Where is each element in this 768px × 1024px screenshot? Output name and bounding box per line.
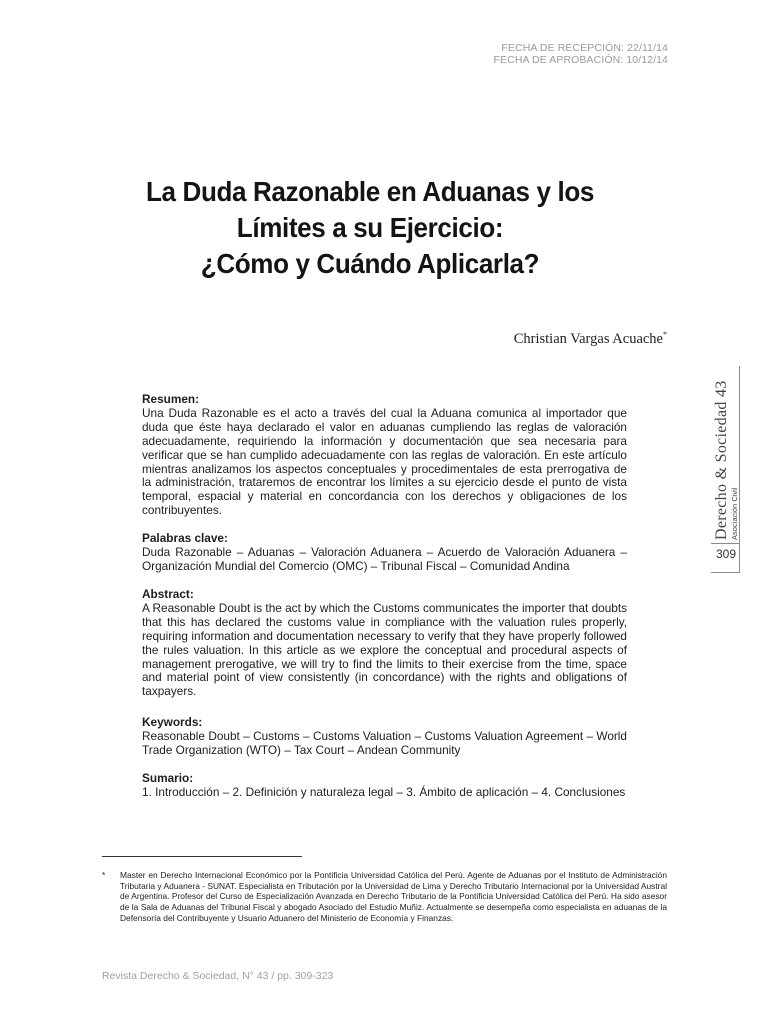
sumario-text: 1. Introducción – 2. Definición y naturaleza legal – 3. Ámbito de aplicación – 4. Conclusiones [142, 784, 626, 799]
title-line: ¿Cómo y Cuándo Aplicarla? [200, 248, 540, 279]
keywords-text: Reasonable Doubt – Customs – Customs Valuation – Customs Valuation Agreement – World Trade Organization (WTO) – Tax Court – Andean Community [142, 728, 627, 757]
keywords-heading: Keywords: [142, 715, 203, 729]
resumen-heading: Resumen: [142, 392, 200, 406]
palabras-clave-heading: Palabras clave: [142, 531, 228, 545]
page-number: 309 [715, 547, 737, 561]
author-footnote: Master en Derecho Internacional Económico por la Pontificia Universidad Católica del Perú. Agente de Aduanas por el Instituto de Administración Tributaria y Aduanera - SUNAT. Especialista en Tributación por la Universidad de Lima y Derecho Tributario Internacional por la Universidad Austral de Argentina. Profesor del Curso de Especialización Avanzada en Derecho Tributario de la Pontificia Universidad Católica del Perú. Ha sido asesor de la Sala de Aduanas del Tribunal Fiscal y abogado Asociado del Estudio Muñiz. Actualmente se desempeña como especialista en aduanas de la Defensoría del Contribuyente y Usuario Aduanero del Ministerio de Economía y Finanzas. [120, 870, 667, 923]
abstract-heading: Abstract: [142, 587, 194, 601]
journal-subtitle-vertical: Asociación Civil [730, 487, 739, 540]
author-text: Christian Vargas Acuache [513, 330, 663, 347]
sumario-section [142, 772, 627, 800]
sumario-heading: Sumario: [142, 771, 194, 785]
side-divider [711, 543, 739, 544]
journal-name-vertical: Derecho & Sociedad 43 [713, 380, 730, 540]
footnote-divider [102, 856, 302, 857]
footnote-mark: * [102, 870, 106, 880]
author-footnote-mark: * [663, 330, 667, 339]
resumen-section [142, 393, 627, 518]
author-name [367, 330, 667, 348]
resumen-text: Una Duda Razonable es el acto a través del cual la Aduana comunica al importador que duda que éste haya declarado el valor en aduanas cumpliendo las reglas de valoración adecuadamente, requiriendo la información y documentación que sea necesaria para verificar que se han cumplido adecuadamente con las reglas de valoración. En este artículo mientras analizamos los aspectos conceptuales y procedimentales de esta prerrogativa de la administración, trataremos de encontrar los límites a su ejercicio desde el punto de vista temporal, espacial y material en concordancia con los derechos y obligaciones de los contribuyentes. [142, 405, 627, 518]
journal-citation: Revista Derecho & Sociedad, N° 43 / pp. 309-323 [102, 970, 334, 982]
reception-date: FECHA DE RECEPCIÓN: 22/11/14 [501, 42, 668, 54]
title-line: Límites a su Ejercicio: [236, 212, 504, 243]
abstract-text: A Reasonable Doubt is the act by which the Customs communicates the importer that doubts that this has declared the customs value in compliance with the valuation rules properly, requiring information and documentation necessary to verify that they have properly followed the rules valuation. In this article as we explore the conceptual and procedural aspects of management prerogative, we will try to find the limits to their exercise from the time, space and material point of view consistently (in concordance) with the rights and obligations of taxpayers. [142, 600, 627, 699]
title-line: La Duda Razonable en Aduanas y los [146, 176, 594, 207]
abstract-section [142, 588, 627, 699]
reception-dates [368, 42, 668, 66]
approval-date: FECHA DE APROBACIÓN: 10/12/14 [493, 54, 668, 66]
palabras-clave-text: Duda Razonable – Aduanas – Valoración Aduanera – Acuerdo de Valoración Aduanera – Organización Mundial del Comercio (OMC) – Tribunal Fiscal – Comunidad Andina [142, 544, 627, 573]
keywords-section [142, 716, 627, 758]
palabras-clave-section [142, 532, 627, 574]
article-title [100, 174, 639, 282]
